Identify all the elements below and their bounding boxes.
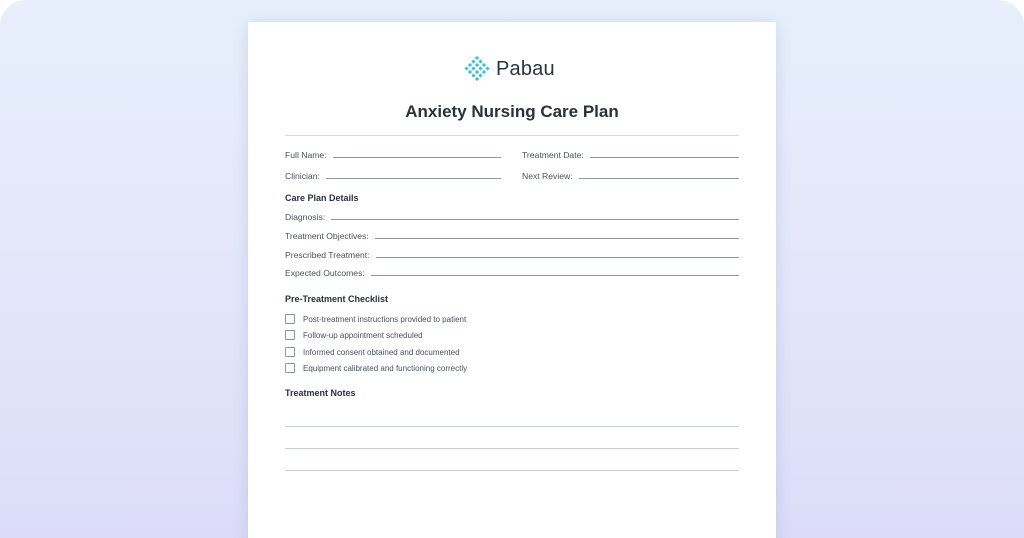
checklist-item-label: Equipment calibrated and functioning correctly [303,363,468,373]
checklist-item-label: Follow-up appointment scheduled [303,330,423,340]
notes-line[interactable] [285,426,739,427]
expected-outcomes-label: Expected Outcomes: [285,268,365,278]
document-title: Anxiety Nursing Care Plan [405,102,619,121]
expected-outcomes-field[interactable] [285,268,739,278]
full-name-label: Full Name: [285,150,327,160]
brand-name: Pabau [496,57,555,80]
next-review-line[interactable] [579,178,739,179]
treatment-date-line[interactable] [590,157,739,158]
brand-logo [464,56,555,82]
care-plan-document [248,22,776,538]
checklist-item[interactable] [285,330,423,340]
notes-line[interactable] [285,448,739,449]
pabau-logo-icon [464,56,490,82]
full-name-line[interactable] [333,157,501,158]
treatment-date-label: Treatment Date: [522,150,584,160]
full-name-field[interactable] [285,150,501,160]
treatment-objectives-label: Treatment Objectives: [285,231,369,241]
notes-line[interactable] [285,470,739,471]
clinician-line[interactable] [326,178,501,179]
care-plan-heading: Care Plan Details [285,193,359,203]
checklist-item-label: Post-treatment instructions provided to patient [303,314,467,324]
checkbox[interactable] [285,314,295,324]
treatment-notes-heading: Treatment Notes [285,388,356,398]
prescribed-treatment-label: Prescribed Treatment: [285,250,370,260]
diagnosis-label: Diagnosis: [285,212,326,222]
prescribed-treatment-field[interactable] [285,250,739,260]
clinician-field[interactable] [285,171,501,181]
prescribed-treatment-line[interactable] [376,257,739,258]
treatment-objectives-field[interactable] [285,231,739,241]
checkbox[interactable] [285,347,295,357]
checklist-item[interactable] [285,347,460,357]
checklist-heading: Pre-Treatment Checklist [285,294,389,304]
checklist-item-label: Informed consent obtained and documented [303,347,460,357]
title-divider [285,135,739,136]
diagnosis-field[interactable] [285,212,739,222]
checklist-item[interactable] [285,314,466,324]
clinician-label: Clinician: [285,171,320,181]
checklist-item[interactable] [285,363,467,373]
treatment-objectives-line[interactable] [375,238,739,239]
diagnosis-line[interactable] [331,219,739,220]
next-review-label: Next Review: [522,171,573,181]
treatment-date-field[interactable] [522,150,739,160]
checkbox[interactable] [285,363,295,373]
expected-outcomes-line[interactable] [371,275,739,276]
next-review-field[interactable] [522,171,739,181]
checkbox[interactable] [285,330,295,340]
